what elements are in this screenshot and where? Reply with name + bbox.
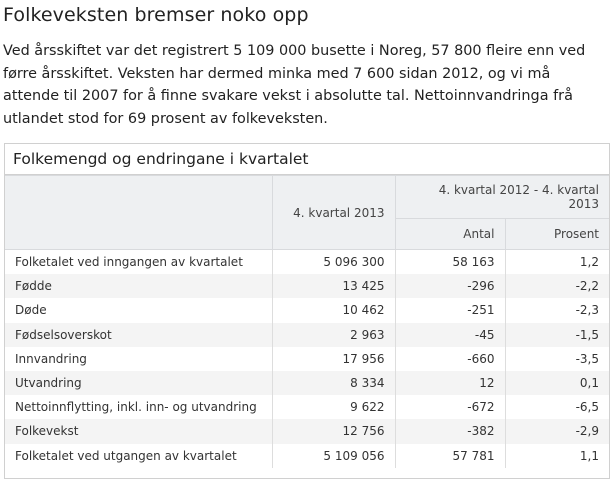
row-label: Utvandring <box>5 371 272 395</box>
percent-header: Prosent <box>505 219 609 250</box>
row-label: Folketalet ved utgangen av kvartalet <box>5 444 272 468</box>
row-percent: -3,5 <box>575 351 599 366</box>
table-row <box>5 274 609 298</box>
row-value: 13 425 <box>272 274 395 298</box>
change-group-header: 4. kvartal 2012 - 4. kvartal 2013 <box>395 176 609 219</box>
row-percent: -2,3 <box>575 303 599 318</box>
row-label-header <box>5 176 272 250</box>
row-count: -382 <box>395 419 505 443</box>
row-label: Nettoinnflytting, inkl. inn- og utvandring <box>5 395 272 419</box>
row-label: Døde <box>5 298 272 322</box>
population-table-box <box>4 143 610 479</box>
row-count: -660 <box>395 347 505 371</box>
row-percent: 1,1 <box>579 448 599 463</box>
table-header-row <box>5 176 609 219</box>
row-value: 17 956 <box>272 347 395 371</box>
row-count: 12 <box>395 371 505 395</box>
table-row <box>5 371 609 395</box>
table-row <box>5 419 609 443</box>
row-value: 12 756 <box>272 419 395 443</box>
table-row <box>5 323 609 347</box>
count-header: Antal <box>395 219 505 250</box>
row-count: 57 781 <box>395 444 505 468</box>
row-count: -251 <box>395 298 505 322</box>
row-label: Fødselsoverskot <box>5 323 272 347</box>
row-percent: -1,5 <box>505 323 609 347</box>
row-percent: 0,1 <box>505 371 609 395</box>
table-row <box>5 250 609 275</box>
row-percent: -2,9 <box>505 419 609 443</box>
table-row <box>5 347 609 371</box>
row-count: -45 <box>395 323 505 347</box>
row-value: 8 334 <box>272 371 395 395</box>
table-row <box>5 395 609 419</box>
row-label: Folkevekst <box>5 419 272 443</box>
row-value: 5 096 300 <box>272 250 395 275</box>
row-percent: -2,2 <box>505 274 609 298</box>
row-label: Folketalet ved inngangen av kvartalet <box>5 250 272 275</box>
row-value: 9 622 <box>272 395 395 419</box>
row-count: -296 <box>395 274 505 298</box>
page-title: Folkeveksten bremser noko opp <box>3 4 309 26</box>
table-caption: Folkemengd og endringane i kvartalet <box>5 144 609 175</box>
population-table <box>5 175 609 468</box>
table-row <box>5 298 609 322</box>
row-label: Innvandring <box>5 347 272 371</box>
period-header: 4. kvartal 2013 <box>272 176 395 250</box>
row-label: Fødde <box>5 274 272 298</box>
row-percent: -6,5 <box>575 400 599 415</box>
row-percent: 1,2 <box>579 255 599 270</box>
row-count: -672 <box>395 395 505 419</box>
row-count: 58 163 <box>395 250 505 275</box>
row-value: 5 109 056 <box>272 444 395 468</box>
row-value: 10 462 <box>272 298 395 322</box>
row-value: 2 963 <box>272 323 395 347</box>
intro-paragraph: Ved årsskiftet var det registrert 5 109 000 busette i Noreg, 57 800 fleire enn ved førre årsskiftet. Veksten har dermed minka med 7 600 sidan 2012, og vi må attende til 2007 for å finne svakare vekst i absolutte tal. Nettoinnvandringa frå utlandet stod for 69 prosent av folkeveksten. <box>3 43 586 127</box>
table-row <box>5 444 609 468</box>
